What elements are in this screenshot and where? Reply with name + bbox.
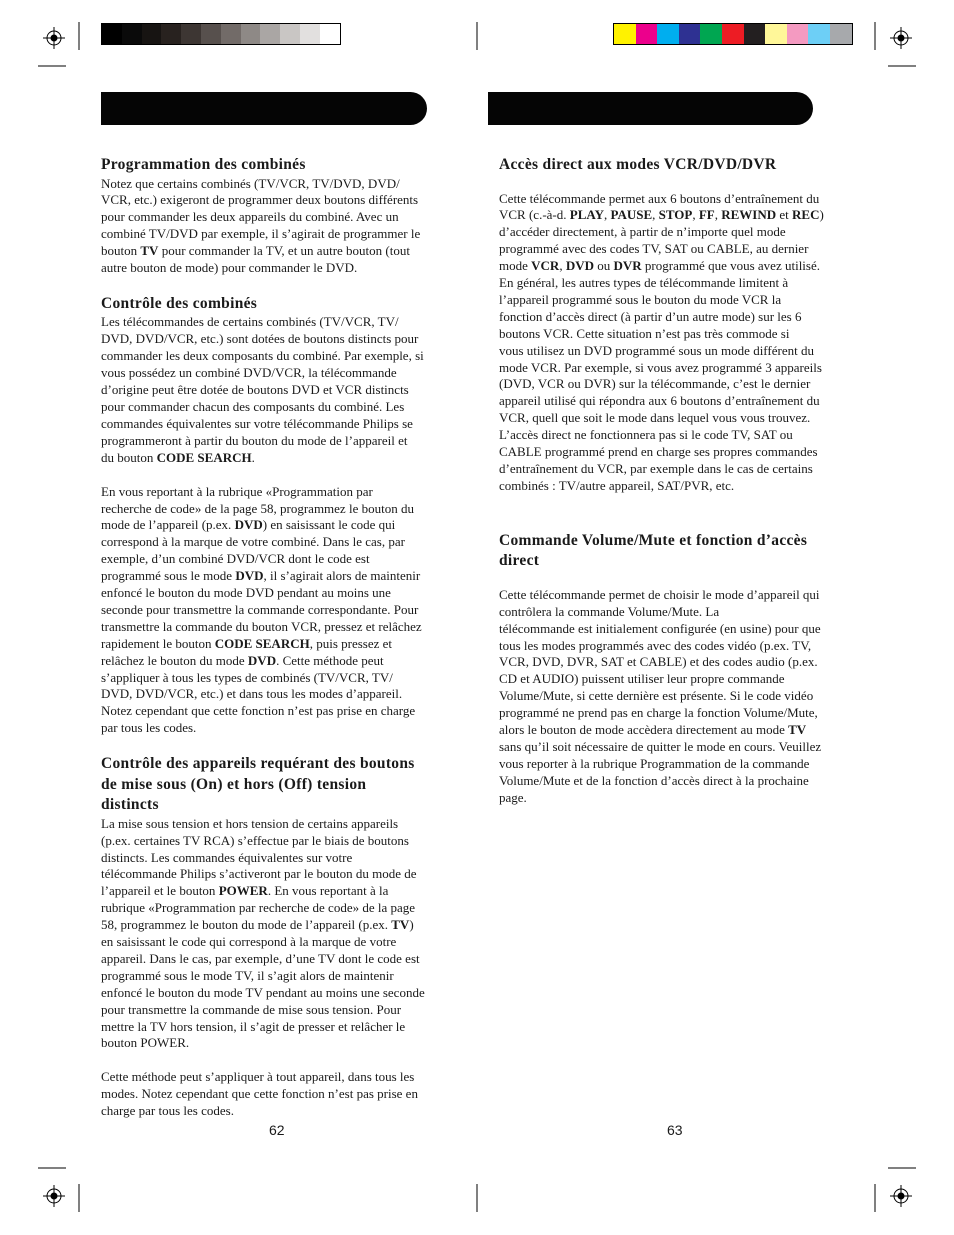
section-title-controle-combines: Contrôle des combinés	[101, 294, 258, 312]
text-line: Volume/Mute, si cette dernière est présente. Si le code vidéo	[499, 688, 814, 704]
registration-target-icon	[890, 1185, 912, 1207]
color-swatch	[161, 24, 181, 44]
registration-target-icon	[890, 27, 912, 49]
color-swatch	[787, 24, 809, 44]
color-swatch	[300, 24, 320, 44]
text-line: d’accéder directement, à partir de n’importe quel mode	[499, 224, 786, 240]
text-line: VCR, quell que soit le mode dans lequel vous vous trouvez.	[499, 410, 811, 426]
text-line: Cette télécommande permet de choisir le mode d’appareil qui	[499, 586, 820, 602]
section-title-programmation: Programmation des combinés	[101, 156, 306, 173]
text-line: DVD, DVD/VCR, etc.) et dans tous les modes d’appareil.	[101, 686, 403, 702]
text-line: bouton POWER.	[101, 1035, 190, 1051]
right-column	[499, 155, 859, 807]
text-line: programmé ne prend pas en charge la fonction Volume/Mute,	[499, 705, 818, 721]
text-line: pour commander les deux appareils du combiné. Avec un	[101, 209, 399, 225]
text-line: enfoncé le bouton du mode TV pendant au moins une seconde	[101, 984, 425, 1000]
color-swatch	[830, 24, 852, 44]
text-line: pour commander chacun des composants du combiné. Les	[101, 398, 405, 414]
text-line: télécommande Philips s’activeront par le bouton du mode de	[101, 866, 417, 882]
text-line: du bouton CODE SEARCH.	[101, 449, 255, 465]
text-line: (DVD, VCR ou DVR) sur la télécommande, c’est le dernier	[499, 376, 811, 392]
page-number-right: 63	[667, 1122, 683, 1138]
text-line: télécommande est initialement configurée (en usine) pour que	[499, 620, 821, 636]
color-swatch	[102, 24, 122, 44]
text-line: programmé sous le mode TV, il s’agit alors de maintenir	[101, 967, 394, 983]
text-line: Notez que certains combinés (TV/VCR, TV/DVD, DVD/	[101, 175, 400, 191]
text-line: l’appareil et le bouton POWER. En vous reportant à la	[101, 883, 389, 899]
color-swatch	[744, 24, 766, 44]
text-line: page.	[499, 789, 527, 805]
text-line: CABLE programmé prend en charge ses propres commandes	[499, 444, 818, 460]
text-line: Notez cependant que cette fonction n’est pas prise en charge	[101, 703, 416, 719]
right-header-bar	[488, 92, 813, 125]
color-swatch	[221, 24, 241, 44]
text-line: En général, les autres types de télécommande limitent à	[499, 275, 789, 291]
text-line: transmettre la commande du bouton VCR, pressez et relâchez	[101, 618, 422, 634]
color-swatch	[122, 24, 142, 44]
text-line: programmé avec des codes TV, SAT ou CABLE, au dernier	[499, 241, 809, 257]
text-line: s’appliquer à tous les types de combinés (TV/VCR, TV/	[101, 669, 393, 685]
text-line: Cette télécommande permet aux 6 boutons d’entraînement du	[499, 190, 820, 206]
text-line: La mise sous tension et hors tension de certains appareils	[101, 815, 399, 831]
text-line: seconde pour transmettre la commande correspondante. Pour	[101, 601, 419, 617]
text-line: commandes équivalentes sur votre télécommande Philips se	[101, 415, 413, 431]
text-line: mode de l’appareil (p.ex. DVD) en saisissant le code qui	[101, 517, 396, 533]
section-title-volume-mute: Commande Volume/Mute et fonction d’accès direct	[499, 531, 808, 570]
color-swatch	[241, 24, 261, 44]
text-line: CD et AUDIO) puissent utiliser leur propre commande	[499, 671, 785, 687]
text-line: fonction d’accès direct (à partir d’un autre mode) sur les 6	[499, 308, 802, 324]
left-column	[101, 155, 461, 1120]
color-swatch	[700, 24, 722, 44]
text-line: modes. Notez cependant que cette fonction n’est pas prise en	[101, 1086, 418, 1102]
color-swatch	[722, 24, 744, 44]
text-line: en saisissant le code qui correspond à la marque de votre	[101, 934, 397, 950]
text-line: (p.ex. certaines TV RCA) s’effectue par le biais de boutons	[101, 832, 409, 848]
text-line: d’entraînement du VCR, par exemple dans le cas de certains	[499, 461, 813, 476]
text-line: vous utilisez un DVD programmé sous un mode différent du	[499, 342, 814, 358]
text-line: correspond à la marque de votre combiné. Dans le cas, par	[101, 534, 405, 550]
page-number-left: 62	[269, 1122, 285, 1138]
text-line: commander les deux composants du combiné. Par exemple, si	[101, 348, 424, 364]
text-line: VCR, DVD, DVR, SAT et CABLE) et des codes audio (p.ex.	[499, 654, 818, 670]
text-line: mettre la TV hors tension, il s’agit de presser et relâcher le	[101, 1018, 406, 1034]
text-line: l’appareil programmé sous le bouton du mode VCR la	[499, 291, 782, 307]
text-line: appareil. Dans le cas, par exemple, d’une TV dont le code est	[101, 950, 420, 966]
text-line: vous reporter à la rubrique Programmation de la commande	[499, 755, 810, 771]
color-swatch	[636, 24, 658, 44]
text-line: programmé sous le mode DVD, il s’agirait alors de maintenir	[101, 568, 421, 584]
color-swatch	[765, 24, 787, 44]
registration-target-icon	[43, 1185, 65, 1207]
registration-target-icon	[43, 27, 65, 49]
section-title-acces-direct: Accès direct aux modes VCR/DVD/DVR	[499, 156, 777, 173]
text-line: L’accès direct ne fonctionnera pas si le code TV, SAT ou	[499, 427, 793, 443]
text-line: DVD, DVD/VCR, etc.) sont dotées de boutons distincts pour	[101, 331, 419, 347]
text-line: En vous reportant à la rubrique «Programmation par	[101, 483, 373, 499]
color-swatch	[614, 24, 636, 44]
text-line: contrôlera la commande Volume/Mute. La	[499, 603, 720, 619]
text-line: VCR, etc.) exigeront de programmer deux boutons différents	[101, 192, 419, 208]
text-line: enfoncé le bouton du mode DVD pendant au moins une	[101, 585, 391, 601]
text-line: sans qu’il soit nécessaire de quitter le mode en cours. Veuillez	[499, 738, 822, 754]
text-line: VCR (c.-à-d. PLAY, PAUSE, STOP, FF, REWIND et REC)	[499, 207, 824, 223]
text-line: tous les modes programmés avec des codes vidéo (p.ex. TV,	[499, 637, 812, 653]
text-line: recherche de code» de la page 58, programmez le bouton du	[101, 500, 414, 516]
text-line: exemple, d’un combiné DVD/VCR dont le code est	[101, 551, 370, 567]
text-line: rubrique «Programmation par recherche de code» de la page	[101, 900, 416, 916]
text-line: 58, programmez le bouton du mode de l’appareil (p.ex. TV)	[101, 917, 414, 933]
text-line: vous possédez un combiné DVD/VCR, la télécommande	[101, 365, 397, 381]
grayscale-swatch-strip	[101, 23, 341, 45]
section-title-boutons-tension: Contrôle des appareils requérant des boutons de mise sous (On) et hors (Off) tension distincts	[101, 755, 415, 814]
text-line: Volume/Mute et de la fonction d’accès direct à la prochaine	[499, 772, 809, 788]
text-line: bouton TV pour commander la TV, et un autre bouton (tout	[101, 243, 410, 259]
text-line: mode VCR. Par exemple, si vous avez programmé 3 appareils	[499, 359, 822, 375]
text-line: mode VCR, DVD ou DVR programmé que vous avez utilisé.	[499, 258, 820, 274]
color-swatch	[280, 24, 300, 44]
color-swatch	[201, 24, 221, 44]
color-swatch	[808, 24, 830, 44]
text-line: Les télécommandes de certains combinés (TV/VCR, TV/	[101, 314, 399, 330]
text-line: autre bouton de mode) pour commander le DVD.	[101, 260, 358, 276]
text-line: combinés : TV/autre appareil, SAT/PVR, etc.	[499, 477, 735, 493]
text-line: boutons VCR. Cette situation n’est pas très commode si	[499, 325, 790, 341]
text-line: appareil utilisé qui répondra aux 6 boutons d’entraînement du	[499, 393, 820, 409]
text-line: distincts. Les commandes équivalentes sur votre	[101, 849, 353, 865]
text-line: charge par tous les codes.	[101, 1103, 234, 1119]
color-swatch	[181, 24, 201, 44]
text-line: alors le bouton de mode accèdera directement au mode TV	[499, 722, 807, 738]
color-swatch	[260, 24, 280, 44]
text-line: relâchez le bouton du mode DVD. Cette méthode peut	[101, 652, 384, 668]
text-line: combiné TV/DVD par exemple, il s’agirait de programmer le	[101, 226, 421, 242]
text-line: d’origine peut être dotée de boutons DVD et VCR distincts	[101, 382, 409, 398]
text-line: rapidement le bouton CODE SEARCH, puis pressez et	[101, 635, 393, 651]
left-header-bar	[101, 92, 427, 125]
color-swatch	[657, 24, 679, 44]
text-line: Cette méthode peut s’appliquer à tout appareil, dans tous les	[101, 1069, 415, 1085]
color-swatch-strip	[613, 23, 853, 45]
text-line: par tous les codes.	[101, 720, 197, 736]
color-swatch	[320, 24, 340, 44]
color-swatch	[679, 24, 701, 44]
text-line: programmeront à partir du bouton du mode de l’appareil et	[101, 432, 408, 448]
text-line: pour transmettre la commande de mise sous tension. Pour	[101, 1001, 402, 1017]
color-swatch	[142, 24, 162, 44]
